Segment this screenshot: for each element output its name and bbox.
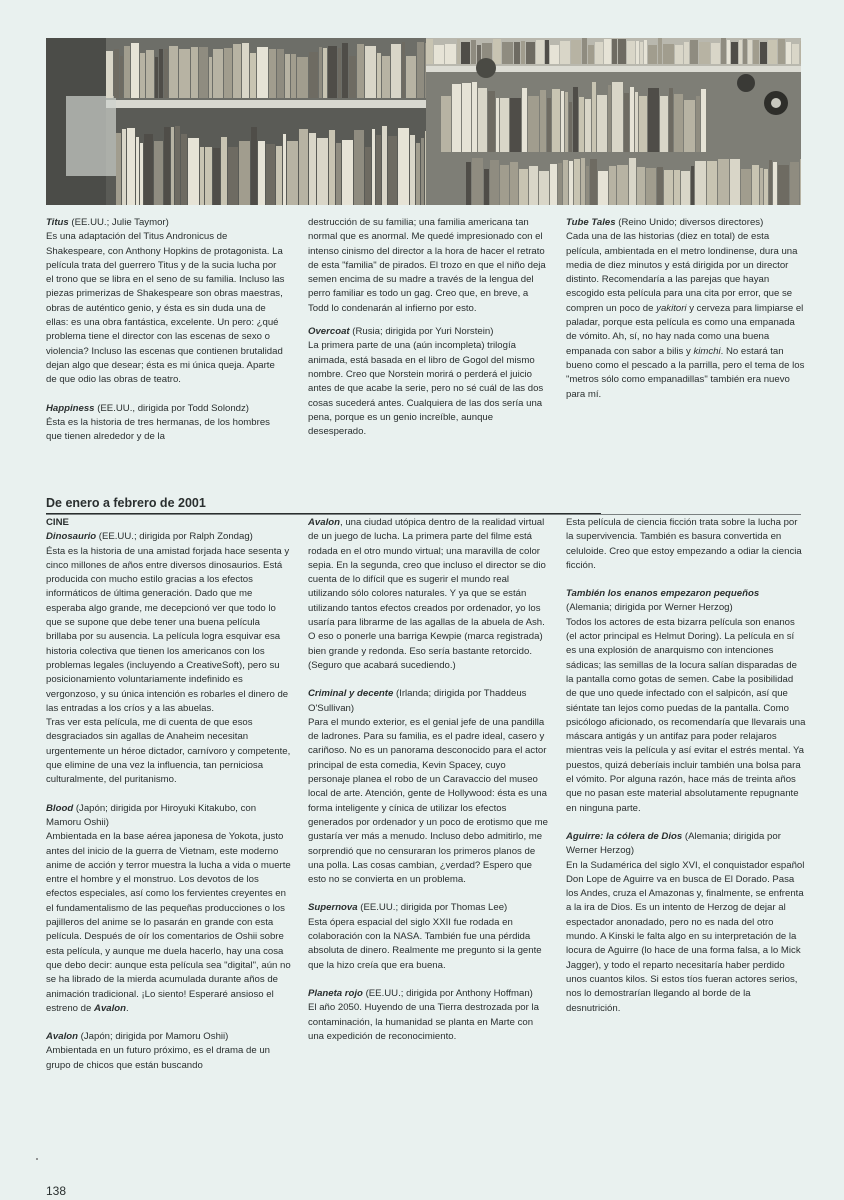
bottom-column-1: CINE Dinosaurio (EE.UU.; dirigida por Ralph Zondag) Ésta es la historia de una amistad forjada hace sesenta y cinco millones de años entre diversos dinosaurios. Está producida con mucho estilo gracias a los efectos informáticos de última generación. Dado que me esperaba algo grande, me decepcionó ver que todo lo que se supone que debe tener una buena película brillaba por su ausencia. La película logra esquivar esa historia colectiva que tienen los americanos con los problemas legales (incluyendo a CreativeSoft), pero su posicionamiento voluntariamente indefinido es vergonzoso, y su única intención es robarles el dinero de las entradas a los críos y a las abuelas. Tras ver esta película, me di cuenta de que esos desgraciados sin agallas de Anaheim necesitan urgentemente un héroe dictador, carnívoro y competente, que elimine de una vez la influencia, tan perniciosa culturalmente, del puritanismo. Blood (Japón; dirigida por Hiroyuki Kitakubo, con Mamoru Oshii) Ambientada en la base aérea japonesa de Yokota, justo antes del inicio de la guerra de Vietnam, este moderno anime de acción y terror muestra la lucha a vida o muerte entre el hombre y el monstruo. Los devotos de los efectos especiales, así como los fervientes creyentes en el fundamentalismo de las pequeñas producciones o los pajilleros del anime se lo pasarán en grande con esta película. Después de oír los comentarios de Oshii sobre esta película, y aunque me duela hacerlo, hay una cosa que debo decir: aunque esta película sea "digital", aún no se ha librado de la mierda acumulada durante años de animación tradicional. ¡Lo siento! Esperaré ansioso el estreno de Avalon. Avalon (Japón; dirigida por Mamoru Oshii) Ambientada en un futuro próximo, es el drama de un grupo de chicos que están buscando (46, 517, 291, 1071)
criminal-meta: (Irlanda; dirigida por Thaddeus O'Sullivan) (308, 688, 527, 714)
top-column-2 (308, 216, 548, 448)
planeta-rojo-title: Planeta rojo (308, 987, 363, 999)
dinosaurio-meta: (EE.UU.; dirigida por Ralph Zondag) (96, 531, 253, 543)
criminal-body: Para el mundo exterior, es el genial jefe de una pandilla de ladrones. Para su familia, es el padre ideal, casero y cariñoso. No es un panorama desconocido para el actor principal de esta comedia, Kevin Spacey, cuyo personaje planea el robo de un Caravaccio del museo local de arte. Atención, gente de Hollywood: ésta es una forma inteligente y cínica de utilizar los efectos generados por ordenador y un poco de erotismo que me gustaría ver más a menudo. Incluso debo admitirlo, me sorprendió que no censuraran los primeros planos de una polla. Las cosas cambian, ¿verdad? Espero que esto no se convierta en un problema. (308, 716, 548, 886)
happiness-title: Happiness (46, 402, 95, 414)
planeta-rojo-body: El año 2050. Huyendo de una Tierra destrozada por la contaminación, la humanidad se planta en Marte con una expedición de reconocimiento. (308, 1002, 539, 1042)
section-rule-thin (46, 514, 801, 515)
blood-avalon-ref: Avalon (94, 1002, 127, 1014)
avalon-meta: (Japón; dirigida por Mamoru Oshii) (78, 1031, 229, 1043)
tube-tales-title: Tube Tales (566, 217, 616, 228)
avalon-continued-title: Avalon (308, 517, 340, 528)
supernova-meta: (EE.UU.; dirigida por Thomas Lee) (357, 902, 508, 914)
blood-meta: (Japón; dirigida por Hiroyuki Kitakubo, con Mamoru Oshii) (46, 802, 257, 828)
tube-tales-body-2: y cerveza para limpiarse el paladar, porque esta película es como una empanada de vómito. Ah, sí, no hay nada como una buena empanada con sabor a bilis y (566, 302, 804, 357)
aguirre-body: En la Sudamérica del siglo XVI, el conquistador español Don Lope de Aguirre va en busca de El Dorado. Pasa los Andes, cruza el Amazonas y, finalmente, se enfrenta a la ira de Dios. Es un intento de Herzog de dejar al espectador anonadado, pero no es nada del otro mundo. A Kinski le falta algo en su interpretación de la locura de Aguirre (lo hace de una forma falsa, a lo Mick Jagger), y todo el reparto necesitaría haber perdido unos cuantos kilos. Si estos tíos fueran actores serios, nos lo demostrarían llegando al borde de la desnutrición. (566, 859, 805, 1014)
page-number: 138 (46, 1184, 67, 1198)
titus-meta: (EE.UU.; Julie Taymor) (68, 217, 169, 228)
avalon-title: Avalon (46, 1031, 78, 1043)
supernova-body: Esta ópera espacial del siglo XXII fue rodada en colaboración con la NASA. También fue una pérdida absoluta de dinero. Realmente me pregunto si la gente que la hizo creía que era buena. (308, 916, 542, 971)
blood-title: Blood (46, 802, 74, 814)
bookshelf-photo (46, 38, 801, 205)
dinosaurio-title: Dinosaurio (46, 531, 97, 543)
supernova-title: Supernova (308, 902, 358, 914)
titus-title: Titus (46, 217, 69, 228)
overcoat-meta: (Rusia; dirigida por Yuri Norstein) (349, 326, 494, 338)
aguirre-meta: (Alemania; dirigida por Werner Herzog) (566, 830, 781, 857)
bookshelf-photo-art (46, 38, 801, 205)
happiness-meta: (EE.UU., dirigida por Todd Solondz) (94, 402, 249, 414)
overcoat-title: Overcoat (308, 326, 350, 338)
aguirre-title: Aguirre: la cólera de Dios (566, 830, 683, 842)
overcoat-body: La primera parte de una (aún incompleta) trilogía animada, está basada en el libro de Gogol del mismo nombre. Creo que Norstein morirá o perderá el juicio antes de que acabe la serie, pero no sé cuál de las dos cosas sucederá antes. Cualquiera de las dos sería una pena, porque es un genio increíble, aunque desesperado. (308, 340, 544, 438)
bottom-column-3 (566, 516, 806, 1025)
top-column-1 (46, 216, 286, 453)
top-column-3 (566, 216, 806, 411)
happiness-continued: destrucción de su familia; una familia americana tan normal que es anormal. Me quedé impresionado con el intenso cinismo del director a la hora de hacer el retrato de esta "familia" de pirados. El trozo en que el niño deja semen encima de su madre a través de la lengua del perro familiar es todo un gag. Creo que, en breve, a Todd lo condenarán al infierno por esto. (308, 217, 546, 314)
titus-body: Es una adaptación del Titus Andronicus de Shakespeare, con Anthony Hopkins de protagonista. La película trata del guerrero Titus y de la sucia lucha por el trono que se libra en el seno de su familia. Incluso las piezas primerizas de Shakespeare son obras maestras, obras de auténtico genio, y ésta es sin duda una de ellas: es una obra fantástica, excelente. Un pero: ¿qué problema tiene el director con las escenas de sexo o violencia? Incluso las escenas que contienen brutalidad dejan algo que desear; ésta es mi única queja. Aparte de que odio las obras de teatro. (46, 231, 285, 386)
enanos-meta: (Alemania; dirigida por Werner Herzog) (566, 602, 733, 614)
tube-tales-meta: (Reino Unido; diversos directores) (615, 217, 764, 228)
criminal-title: Criminal y decente (308, 688, 394, 700)
tube-tales-body-1: Cada una de las historias (diez en total) de esta película, ambientada en el metro londinense, dura una media de diez minutos y está dirigida por un director distinto. Recomendaría a las parejas que hayan escogido esta película para una cita por error, que se compren un poco de (566, 231, 798, 314)
avalon-continued-body: , una ciudad utópica dentro de la realidad virtual de un juego de lucha. La primera parte del filme está rodada en el otro mundo virtual; una maravilla de color sepia. En la segunda, creo que incluso el director se dio cuenta de lo difícil que es sugerir el mundo real utilizando sólo colores naturales. Y ya que se están utilizando tantos efectos creados por ordenador, yo los usaría para librarme de las agallas de la abuela de Ash. O eso o ponerle una barriga Kewpie (marca registrada) bien grande y redonda. Eso sería bastante retorcido. (Seguro que acabará sucediendo.) (308, 517, 546, 671)
avalon-body: Ambientada en un futuro próximo, es el drama de un grupo de chicos que están buscando (46, 1045, 270, 1071)
bottom-column-2 (308, 516, 548, 1053)
blood-body: Ambientada en la base aérea japonesa de Yokota, justo antes del inicio de la guerra de Vietnam, este moderno anime de acción y terror muestra la lucha a vida o muerte entre el hombre y el monstruo. Los devotos de los efectos especiales, así como los fervientes creyentes en el fundamentalismo de las pequeñas producciones o los pajilleros del anime se lo pasarán en grande con esta película. Después de oír los comentarios de Oshii sobre esta película, y aunque me duela hacerlo, hay una cosa que debo decir: aunque esta película sea "digital", aún no se ha librado de la mierda acumulada durante años de animación tradicional. ¡Lo siento! Esperaré ansioso el estreno de (46, 831, 291, 1014)
enanos-title: También los enanos empezaron pequeños (566, 588, 760, 600)
section-heading: De enero a febrero de 2001 (46, 496, 206, 510)
tube-tales-italic-2: kimchi (693, 345, 721, 357)
cine-label: CINE (46, 517, 69, 528)
planeta-rojo-continued: Esta película de ciencia ficción trata sobre la lucha por la supervivencia. También es basura convertida en celuloide. Creo que estoy empezando a odiar la ciencia ficción. (566, 517, 802, 571)
enanos-body: Todos los actores de esta bizarra película son enanos (el actor principal es Helmut Doring). La película en sí es una explosión de anarquismo con intenciones sádicas; las semillas de la locura salían disparadas de la pantalla como gotas de semen. Cabe la posibilidad de que uno quede infectado con el salpicón, así que siéntate tan lejos como puedas de la pantalla. Como psicólogo aficionado, os recomendaría que llevarais una máscara antigás y un antifaz para poder relajaros mientras veis la película y así evitar el estrés mental. Ya puestos, quizá deberíais incluir también una bolsa para el vómito. Por alguna razón, hace más de treinta años que no pasan este material absolutamente repugnante en ninguna parte. (566, 616, 806, 814)
dinosaurio-body-1: Ésta es la historia de una amistad forjada hace sesenta y cinco millones de años entre diversos dinosaurios. Está producida con mucho estilo gracias a los efectos informáticos de última generación. Dado que me esperaba algo grande, me decepcionó ver que todo lo que se supone que debe tener una buena película brillaba por su ausencia. La película logra esquivar esa historia colectiva que tienen los americanos con los problemas legales (incluyendo a CreativeSoft), pero su posicionamiento voluntariamente indefinido es vergonzoso, y su única intención es robarles el dinero de las entradas a los críos y a las abuelas. (46, 545, 290, 714)
tube-tales-italic-1: yakitori (656, 302, 687, 314)
planeta-rojo-meta: (EE.UU.; dirigida por Anthony Hoffman) (362, 987, 533, 999)
tube-tales-body-3: . No estará tan bueno como el pescado a la parrilla, pero el tema de los "metros sólo como empanadillas" también era nuevo para mí. (566, 345, 805, 400)
happiness-body: Ésta es la historia de tres hermanas, de los hombres que tienen alrededor y de la (46, 416, 270, 443)
page-speck (36, 1158, 38, 1160)
dinosaurio-body-2: Tras ver esta película, me di cuenta de que esos desgraciados sin agallas de Anaheim necesitan urgentemente un héroe dictador, carnívoro y competente, que elimine de una vez la influencia, tan perniciosa culturalmente, del puritanismo. (46, 717, 291, 786)
